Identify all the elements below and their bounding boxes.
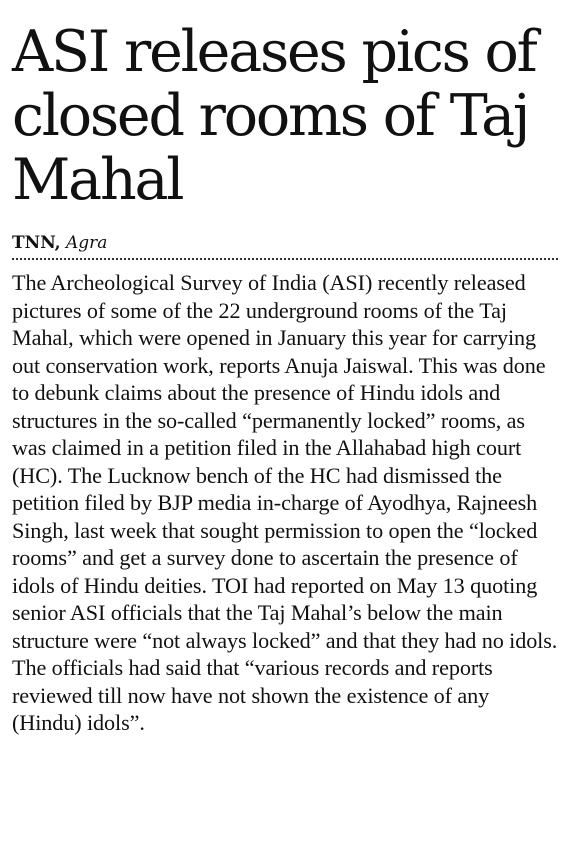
article-byline (12, 232, 558, 254)
dotted-divider (12, 258, 558, 260)
article-headline: ASI releases pics of closed rooms of Taj Mahal (12, 19, 536, 213)
byline-agency: TNN, (12, 233, 61, 253)
news-article (12, 20, 558, 737)
byline-place: Agra (65, 233, 108, 253)
article-body: The Archeological Survey of India (ASI) recently released pictures of some of the 22 underground rooms of the Taj Mahal, which were opened in January this year for carrying out conservation work, reports Anuja Jaiswal. This was done to debunk claims about the presence of Hindu idols and structures in the so-called “permanently locked” rooms, as was claimed in a petition filed in the Allahabad high court (HC). The Lucknow bench of the HC had dismissed the petition filed by BJP media in-charge of Ayodhya, Rajneesh Singh, last week that sought permission to open the “locked rooms” and get a survey done to ascertain the presence of idols of Hindu deities. TOI had reported on May 13 quoting senior ASI officials that the Taj Mahal’s below the main structure were “not always locked” and that they had no idols. The officials had said that “various records and reports reviewed till now have not shown the existence of any (Hindu) idols”. (12, 270, 558, 735)
